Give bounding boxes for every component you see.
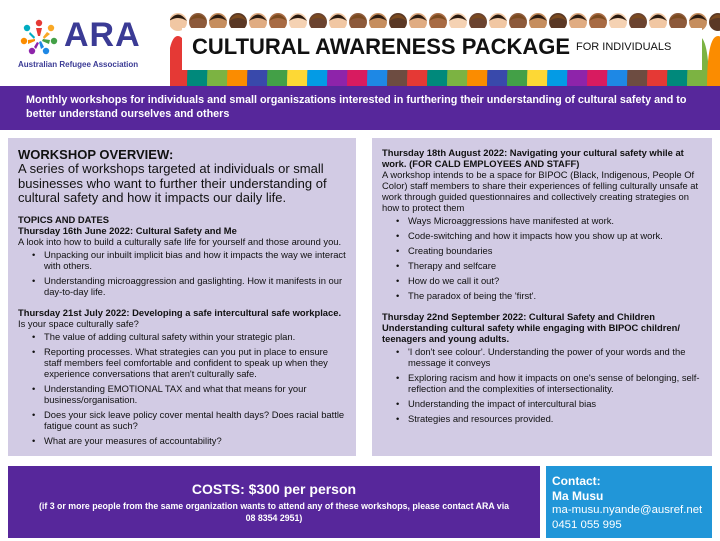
session-bullet: • 'I don't see colour'. Understanding the power of your words and the message it conveys bbox=[382, 346, 704, 368]
session-block bbox=[18, 307, 348, 446]
session-bullet: • Ways Microaggressions have manifested at work. bbox=[382, 215, 704, 226]
session-bullet: • Understanding EMOTIONAL TAX and what that means for your business/organisation. bbox=[18, 383, 348, 405]
costs-note: (if 3 or more people from the same organization wants to attend any of these workshops, please contact ARA via 08 8354 2951) bbox=[38, 501, 510, 523]
contact-label: Contact: bbox=[552, 474, 601, 488]
contact-box bbox=[546, 466, 712, 538]
session-bullet: • Unpacking our inbuilt implicit bias and how it impacts the way we interact with others. bbox=[18, 249, 348, 271]
contact-email[interactable]: ma-musu.nyande@ausref.net bbox=[552, 504, 703, 516]
title-box bbox=[182, 28, 702, 70]
session-bullet: • Code-switching and how it impacts how you show up at work. bbox=[382, 230, 704, 241]
intro-text: Monthly workshops for individuals and small organiszations interested in furthering their understanding of cultural safety and to better understand ourselves and others bbox=[26, 94, 687, 120]
session-bullet: • Does your sick leave policy cover mental health days? Does racial battle fatigue count as such? bbox=[18, 409, 348, 431]
session-bullet: • Therapy and selfcare bbox=[382, 260, 704, 271]
session-bullet: • Strategies and resources provided. bbox=[382, 413, 704, 424]
page-subtitle: FOR INDIVIDUALS bbox=[576, 41, 672, 53]
contact-phone[interactable]: 0451 055 995 bbox=[552, 519, 622, 531]
session-bullet-list bbox=[382, 215, 704, 301]
intro-banner bbox=[0, 86, 720, 130]
session-bullet: • How do we call it out? bbox=[382, 275, 704, 286]
session-heading: Thursday 21st July 2022: Developing a safe intercultural safe workplace. bbox=[18, 306, 342, 318]
session-bullet-list bbox=[18, 249, 348, 297]
session-bullet: • Understanding microaggression and gaslighting. How it manifests in our day-to-day life. bbox=[18, 275, 348, 297]
session-bullet: • Exploring racism and how it impacts on one's sense of belonging, self-reflection and the complexities of intersectionality. bbox=[382, 372, 704, 394]
session-block bbox=[18, 214, 348, 297]
workshop-sessions-panel bbox=[372, 138, 712, 456]
session-description: Is your space culturally safe? bbox=[18, 317, 139, 329]
costs-title: COSTS: $300 per person bbox=[191, 481, 357, 497]
workshop-overview-panel bbox=[8, 138, 356, 456]
session-bullet: • Creating boundaries bbox=[382, 245, 704, 256]
ara-logo bbox=[14, 10, 162, 74]
page-title: CULTURAL AWARENESS PACKAGE bbox=[192, 34, 571, 59]
logo-wordmark: ARA bbox=[64, 16, 141, 54]
right-sessions bbox=[382, 147, 704, 424]
session-bullet: • The value of adding cultural safety within your strategic plan. bbox=[18, 331, 348, 342]
session-heading: Thursday 22nd September 2022: Cultural Safety and Children bbox=[382, 311, 655, 322]
people-circle-icon bbox=[20, 18, 58, 56]
session-bullet-list bbox=[18, 331, 348, 446]
session-description: A workshop intends to be a space for BIPOC (Black, Indigenous, People Of Color) staff members to share their experiences of felling culturally unsafe at work through guided questionnaires and collectively creating strategies on how to protect them bbox=[382, 169, 699, 213]
session-bullet: • Reporting processes. What strategies can you put in place to ensure staff members feel comfortable and confident to speak up when they experience conversations that aren't culturally safe. bbox=[18, 346, 348, 379]
session-bullet-list bbox=[382, 346, 704, 424]
costs-box bbox=[8, 466, 540, 538]
session-block bbox=[382, 311, 704, 424]
session-heading: Thursday 18th August 2022: Navigating your cultural safety while at work. (FOR CALD EMPLOYEES AND STAFF) bbox=[382, 147, 684, 169]
session-heading: Thursday 16th June 2022: Cultural Safety and Me bbox=[18, 224, 237, 236]
session-bullet: • Understanding the impact of intercultural bias bbox=[382, 398, 704, 409]
session-block bbox=[382, 147, 704, 301]
session-bullet: • The paradox of being the 'first'. bbox=[382, 290, 704, 301]
logo-subtitle: Australian Refugee Association bbox=[18, 60, 139, 69]
left-sessions bbox=[18, 214, 348, 446]
person-figure bbox=[707, 36, 720, 88]
overview-heading: WORKSHOP OVERVIEW: bbox=[18, 147, 174, 162]
overview-text: A series of workshops targeted at individuals or small businesses who want to further their understanding of cultural safety and how it impacts our daily life. bbox=[18, 161, 327, 205]
session-heading: Understanding cultural safety while engaging with BIPOC children/ teenagers and young adults. bbox=[382, 322, 680, 344]
session-bullet: • What are your measures of accountability? bbox=[18, 435, 348, 446]
contact-name: Ma Musu bbox=[552, 489, 604, 503]
session-heading: TOPICS AND DATES bbox=[18, 213, 109, 225]
session-description: A look into how to build a culturally safe life for yourself and those around you. bbox=[18, 235, 342, 247]
